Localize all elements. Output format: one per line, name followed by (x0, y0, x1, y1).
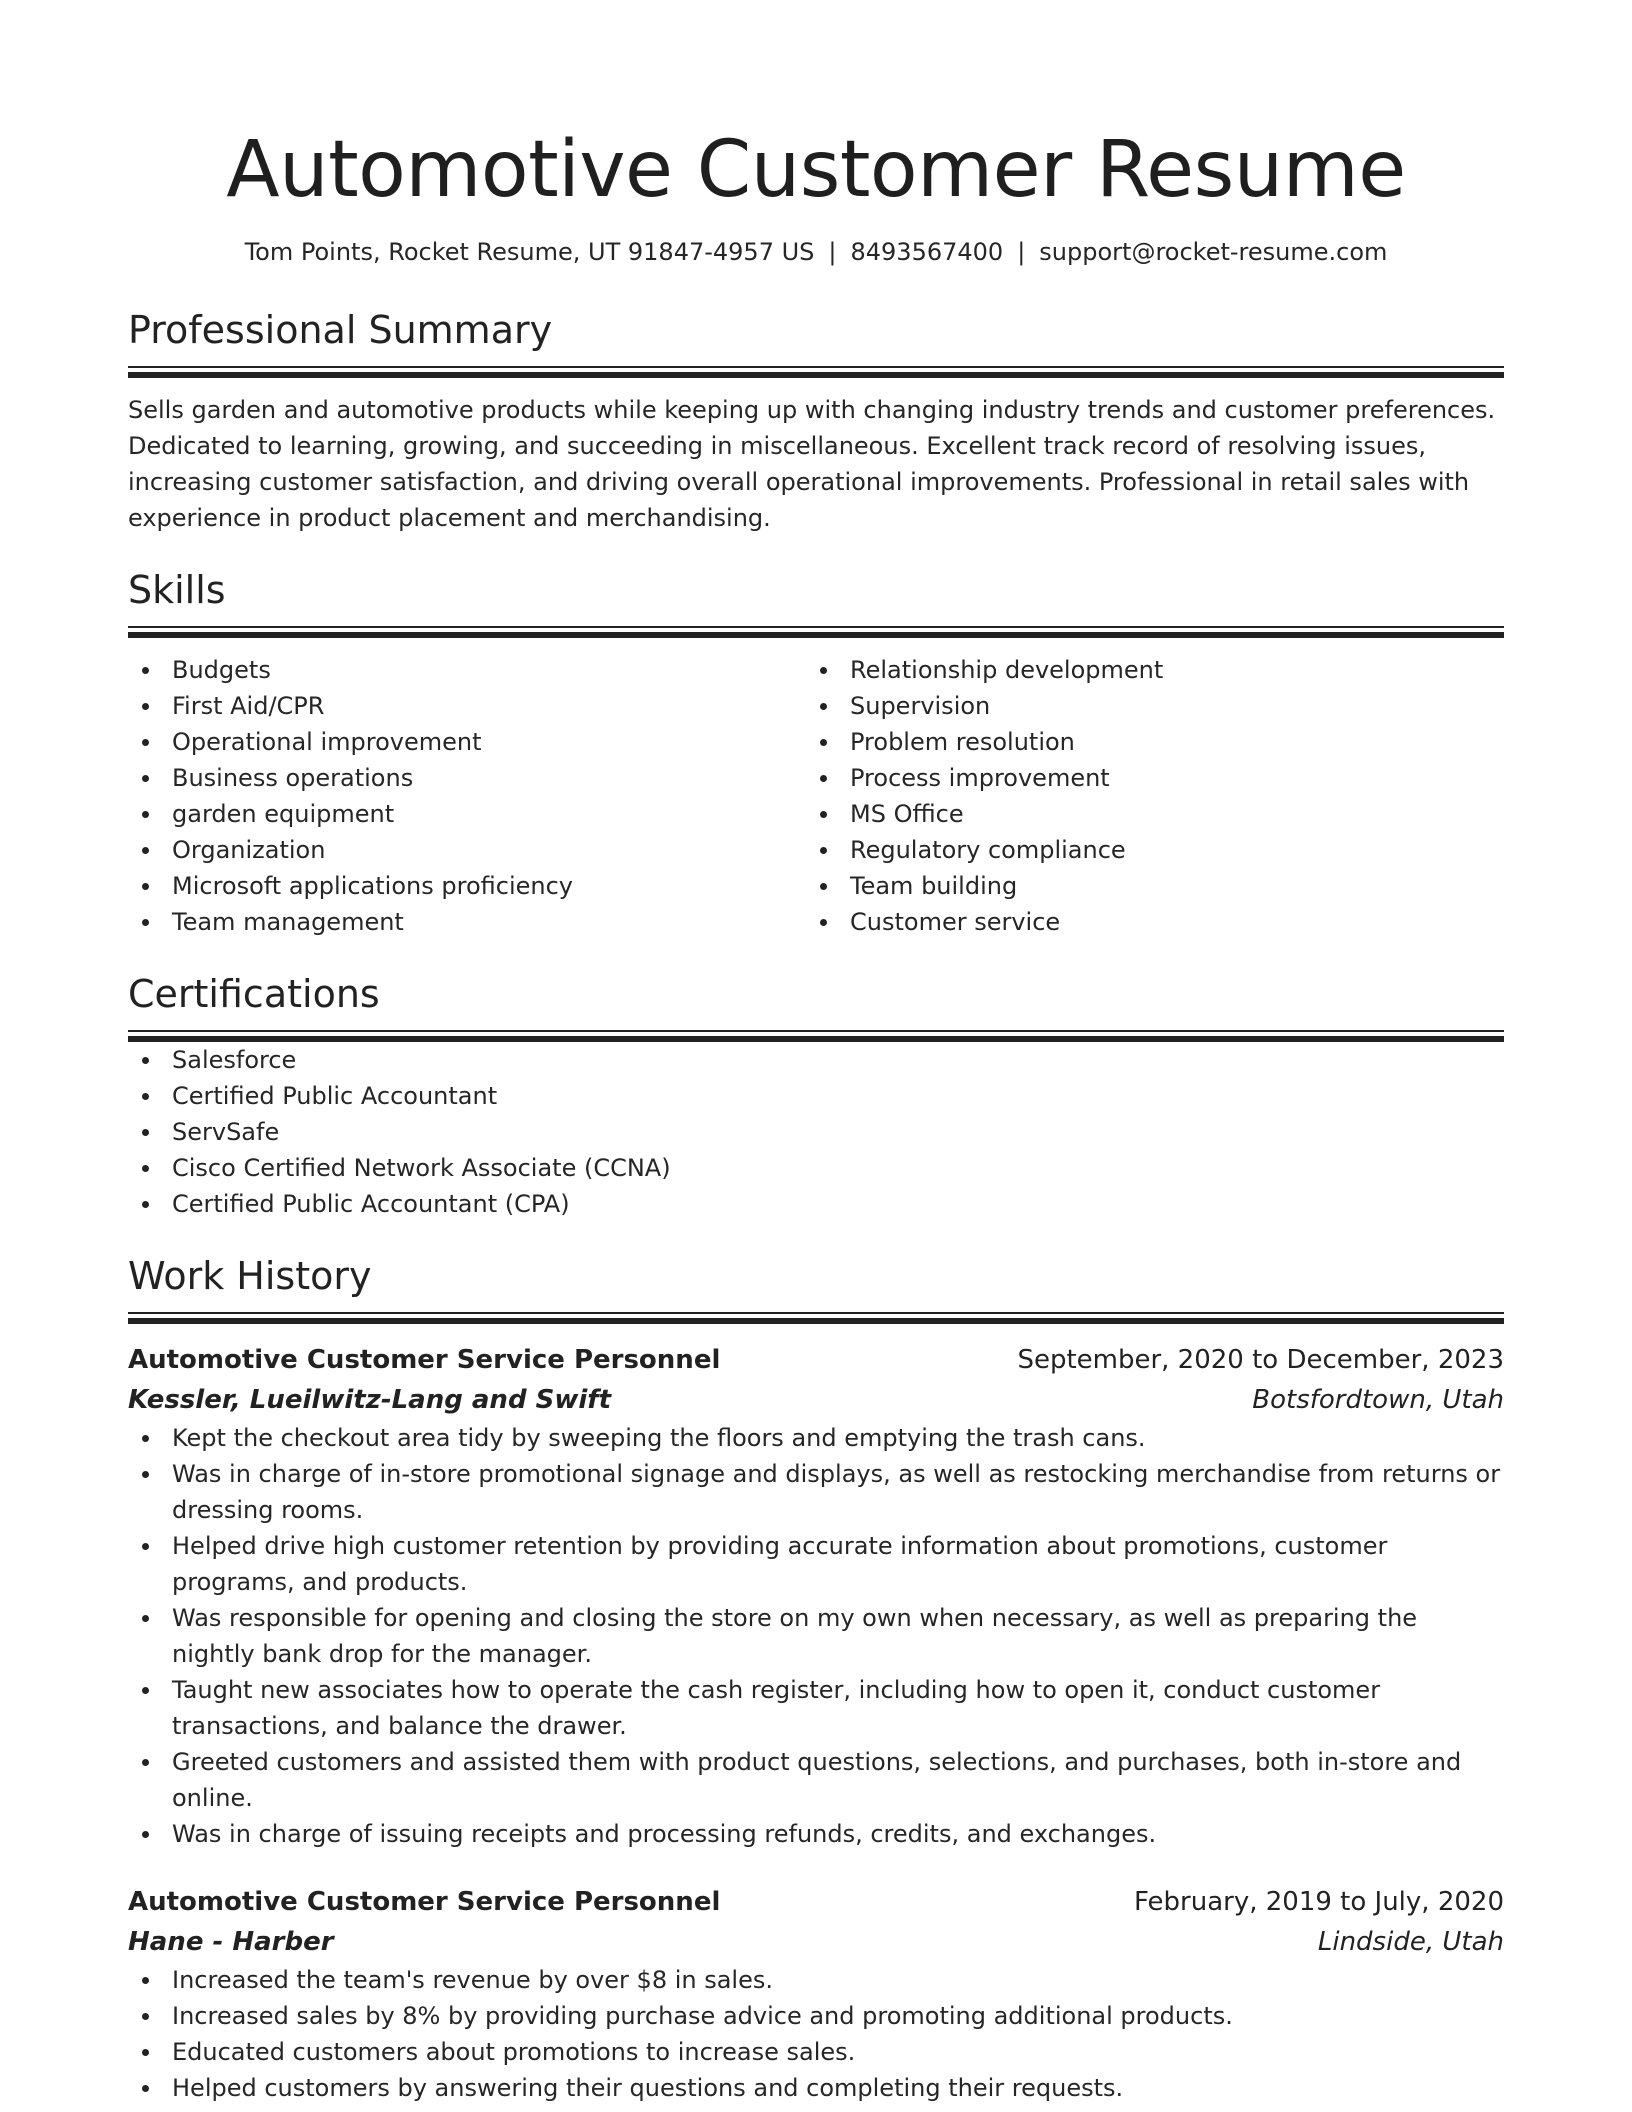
skill-item: Team management (128, 904, 806, 940)
section-divider (128, 1030, 1504, 1042)
skill-item: Customer service (806, 904, 1484, 940)
certification-item: Cisco Certified Network Associate (CCNA) (128, 1150, 1504, 1186)
job-bullet-list (128, 1420, 1504, 1852)
contact-email[interactable]: support@rocket-resume.com (1039, 238, 1388, 266)
skill-item: Regulatory compliance (806, 832, 1484, 868)
job-title: Automotive Customer Service Personnel (128, 1345, 721, 1375)
job-title: Automotive Customer Service Personnel (128, 1887, 721, 1917)
contact-line (128, 236, 1504, 268)
job-subheader (128, 1922, 1504, 1962)
skill-item: Team building (806, 868, 1484, 904)
contact-address: Tom Points, Rocket Resume, UT 91847-4957 US (244, 238, 815, 266)
summary-heading: Professional Summary (128, 308, 553, 352)
summary-text: Sells garden and automotive products while keeping up with changing industry trends and customer preferences. Dedicated to learning, growing, and succeeding in miscellaneous. Excellent track record of resolving issues, increasing customer satisfaction, and driving overall operational improvements. Professional in retail sales with experience in product placement and merchandising. (128, 396, 1496, 532)
job-bullet: Educated customers about promotions to increase sales. (128, 2034, 1504, 2070)
certifications-section (128, 972, 1504, 1222)
skill-item: garden equipment (128, 796, 806, 832)
resume-title: Automotive Customer Resume (226, 125, 1406, 215)
skill-item: Process improvement (806, 760, 1484, 796)
skills-list-left (128, 652, 806, 940)
skill-item: Relationship development (806, 652, 1484, 688)
skill-item: Supervision (806, 688, 1484, 724)
contact-separator: | (828, 238, 837, 266)
contact-phone: 8493567400 (850, 238, 1004, 266)
certifications-heading: Certifications (128, 972, 380, 1016)
job-location: Lindside, Utah (1317, 1927, 1504, 1957)
skills-heading: Skills (128, 568, 226, 612)
summary-section (128, 308, 1504, 536)
skill-item: First Aid/CPR (128, 688, 806, 724)
resume-page (128, 0, 1504, 2106)
job-bullet-list (128, 1962, 1504, 2106)
job-location: Botsfordtown, Utah (1252, 1385, 1504, 1415)
job-bullet: Kept the checkout area tidy by sweeping the floors and emptying the trash cans. (128, 1420, 1504, 1456)
skills-list-right (806, 652, 1484, 940)
job-entry (128, 1882, 1504, 2106)
job-bullet: Was responsible for opening and closing the store on my own when necessary, as well as preparing the nightly bank drop for the manager. (128, 1600, 1504, 1672)
contact-separator: | (1017, 238, 1026, 266)
skill-item: Budgets (128, 652, 806, 688)
section-divider (128, 1312, 1504, 1324)
job-dates: February, 2019 to July, 2020 (1134, 1887, 1504, 1917)
job-dates: September, 2020 to December, 2023 (1017, 1345, 1504, 1375)
skill-item: Operational improvement (128, 724, 806, 760)
skill-item: Problem resolution (806, 724, 1484, 760)
work-history-heading: Work History (128, 1254, 372, 1298)
skills-section (128, 568, 1504, 940)
job-bullet: Was in charge of in-store promotional signage and displays, as well as restocking merchandise from returns or dressing rooms. (128, 1456, 1504, 1528)
section-divider (128, 626, 1504, 638)
certification-item: ServSafe (128, 1114, 1504, 1150)
skill-item: Microsoft applications proficiency (128, 868, 806, 904)
work-history-section (128, 1254, 1504, 2106)
job-bullet: Increased the team's revenue by over $8 in sales. (128, 1962, 1504, 1998)
job-bullet: Was in charge of issuing receipts and processing refunds, credits, and exchanges. (128, 1816, 1504, 1852)
skill-item: MS Office (806, 796, 1484, 832)
job-subheader (128, 1380, 1504, 1420)
job-entry (128, 1340, 1504, 1852)
job-bullet: Taught new associates how to operate the cash register, including how to open it, conduct customer transactions, and balance the drawer. (128, 1672, 1504, 1744)
certification-item: Salesforce (128, 1042, 1504, 1078)
job-company: Kessler, Lueilwitz-Lang and Swift (128, 1385, 612, 1415)
job-bullet: Greeted customers and assisted them with product questions, selections, and purchases, both in-store and online. (128, 1744, 1504, 1816)
job-company: Hane - Harber (128, 1927, 334, 1957)
section-divider (128, 366, 1504, 378)
job-bullet: Increased sales by 8% by providing purchase advice and promoting additional products. (128, 1998, 1504, 2034)
job-header (128, 1340, 1504, 1380)
certification-item: Certified Public Accountant (CPA) (128, 1186, 1504, 1222)
skill-item: Business operations (128, 760, 806, 796)
job-header (128, 1882, 1504, 1922)
certifications-list (128, 1042, 1504, 1222)
skills-grid (128, 652, 1504, 940)
certification-item: Certified Public Accountant (128, 1078, 1504, 1114)
skill-item: Organization (128, 832, 806, 868)
job-bullet: Helped drive high customer retention by providing accurate information about promotions, customer programs, and products. (128, 1528, 1504, 1600)
job-bullet: Helped customers by answering their questions and completing their requests. (128, 2070, 1504, 2106)
